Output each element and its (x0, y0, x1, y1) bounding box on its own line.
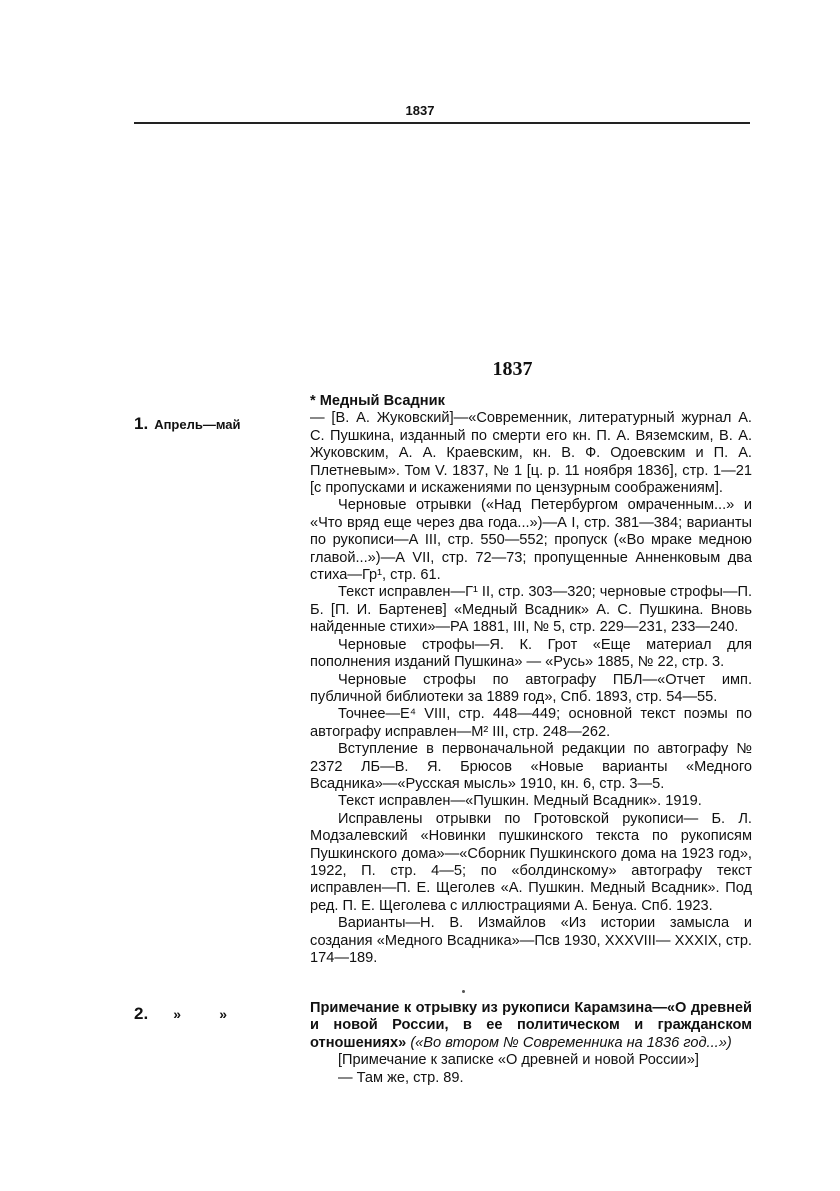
ditto-mark: » (219, 1006, 228, 1022)
entry-2-label (134, 1004, 246, 1024)
entry-title-block (310, 1000, 752, 1052)
entry-paragraph: Черновые строфы по автографу ПБЛ—«Отчет имп. публичной библиотеки за 1889 год», Спб. 1893, стр. 54—55. (310, 671, 752, 705)
entry-1 (310, 393, 752, 967)
entry-title-tail: («Во втором № Современника на 1836 год...») (410, 1034, 732, 1051)
entry-paragraph: Текст исправлен—«Пушкин. Медный Всадник». 1919. (338, 793, 702, 810)
entry-paragraph: — [В. А. Жуковский]—«Современник, литературный журнал А. С. Пушкина, изданный по смерти его кн. П. А. Вяземским, В. А. Жуковским, А. А. Краевским, кн. В. Ф. Одоевским и П. А. Плетневым». Том V. 1837, № 1 [ц. р. 11 ноября 1836], стр. 1—21 [с пропусками и искажениями по цензурным соображениям]. (310, 410, 752, 497)
entry-paragraph: Текст исправлен—Г¹ II, стр. 303—320; черновые строфы—П. Б. [П. И. Бартенев] «Медный Всадник» А. С. Пушкина. Вновь найденные стихи»—РА 1881, III, № 5, стр. 229—231, 233—240. (310, 584, 752, 636)
entry-paragraph: Черновые отрывки («Над Петербургом омраченным...» и «Что вряд еще через два года...»)—А I, стр. 381—384; варианты по рукописи—А III, стр. 550—552; пропуск («Во мраке медною главой...»)—А VII, стр. 72—73; пропущенные Анненковым два стиха—Гр¹, стр. 61. (310, 497, 752, 584)
entry-2 (310, 1000, 752, 1087)
entry-paragraph: — Там же, стр. 89. (338, 1069, 464, 1086)
header-rule (134, 122, 750, 124)
entry-paragraph: Варианты—Н. В. Измайлов «Из истории замысла и создания «Медного Всадника»—Псв 1930, XXXVIII— XXXIX, стр. 174—189. (310, 915, 752, 966)
running-head: 1837 (405, 103, 435, 118)
print-speck (462, 990, 465, 993)
entry-paragraph: Вступление в первоначальной редакции по автографу № 2372 ЛБ—В. Я. Брюсов «Новые варианты «Медного Всадника»—«Русская мысль» 1910, кн. 6, стр. 3—5. (310, 741, 752, 792)
entry-paragraph: Исправлены отрывки по Гротовской рукописи— Б. Л. Модзалевский «Новинки пушкинского текста по рукописям Пушкинского дома»—«Сборник Пушкинского дома на 1923 год», 1922, П. стр. 4—5; по «болдинскому» автографу текст исправлен—П. Е. Щеголев «А. Пушкин. Медный Всадник». Под ред. П. Е. Щеголева с иллюстрациями А. Бенуа. Спб. 1923. (310, 810, 752, 914)
ditto-mark: » (173, 1006, 182, 1022)
entry-number: 1. (134, 414, 149, 433)
entry-number: 2. (134, 1004, 149, 1023)
entry-paragraph: Черновые строфы—Я. К. Грот «Еще материал для пополнения изданий Пушкина» — «Русь» 1885, № 22, стр. 3. (310, 636, 752, 671)
year-heading: 1837 (492, 358, 533, 380)
entry-paragraph: Точнее—Е⁴ VIII, стр. 448—449; основной текст поэмы по автографу исправлен—М² III, стр. 248—262. (310, 706, 752, 740)
entry-title: * Медный Всадник (310, 393, 445, 409)
entry-date: Апрель—май (154, 417, 241, 432)
entry-title: Примечание к отрывку из рукописи Карамзина—«О древней и новой России, в ее политическом и гражданском отношениях» (310, 1000, 752, 1051)
entry-paragraph: [Примечание к записке «О древней и новой России»] (338, 1052, 699, 1069)
entry-1-label (134, 414, 241, 434)
